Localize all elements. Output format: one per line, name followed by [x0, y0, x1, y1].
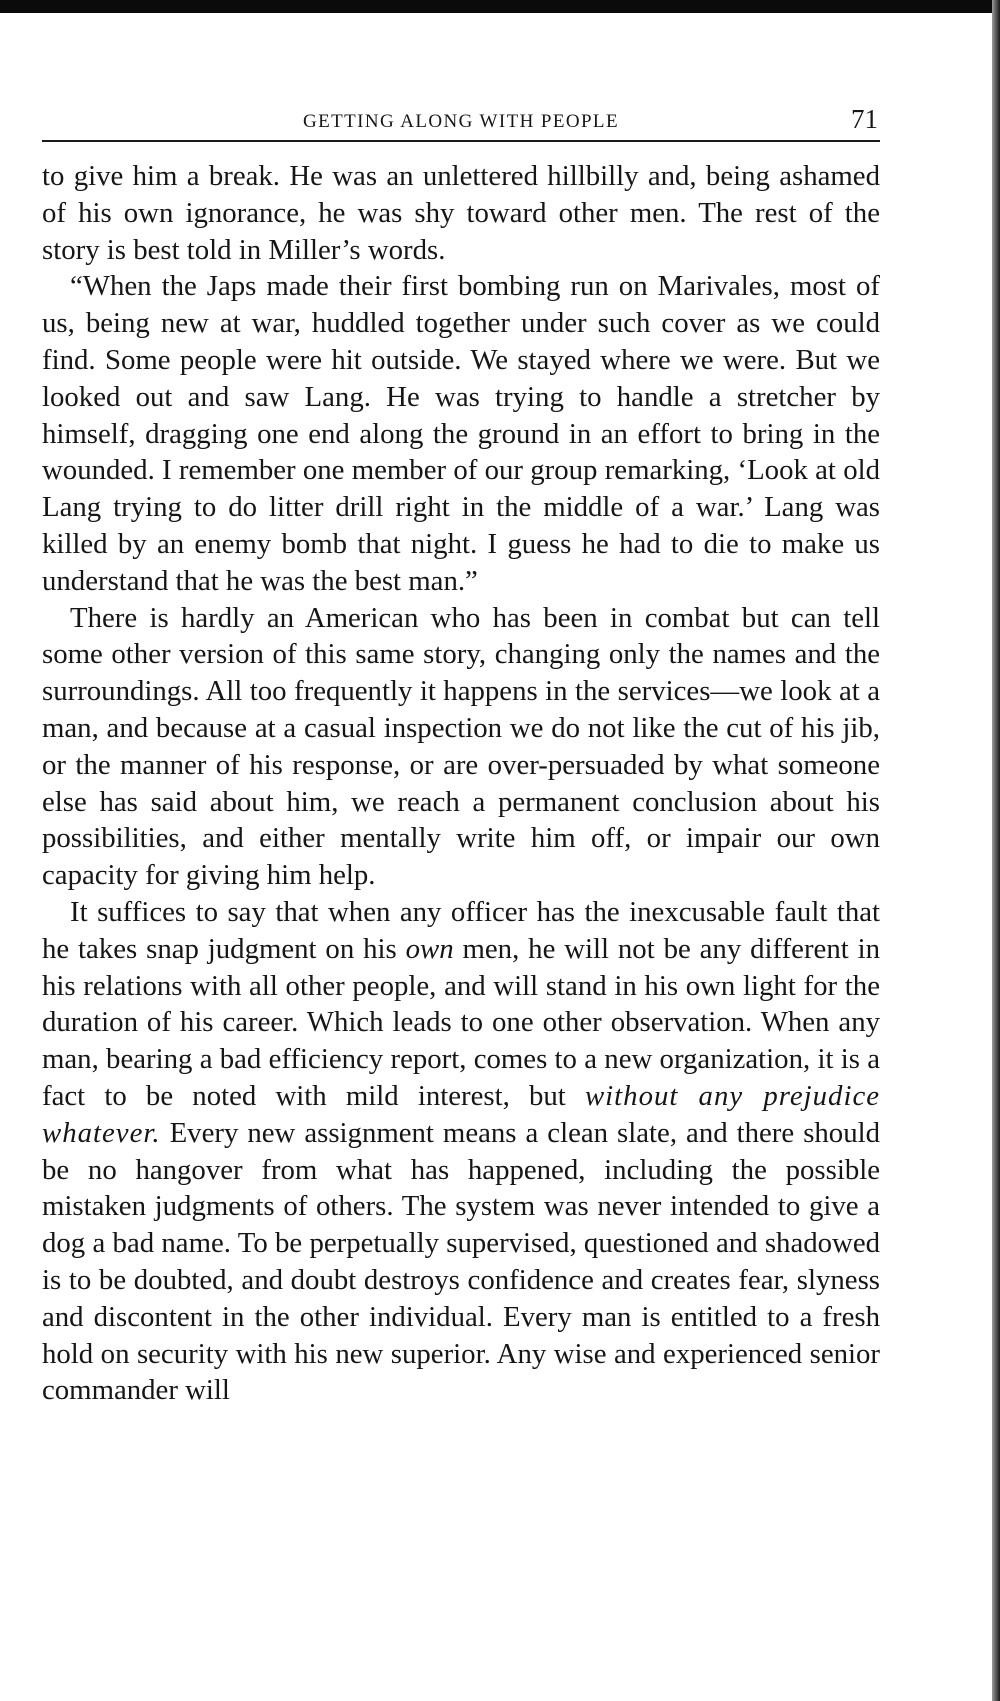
body-text [42, 158, 880, 1409]
paragraph-4-text-a: It suffices to say that when any officer has the inexcusable fault that he takes snap judgment on his [42, 895, 880, 965]
emphasis-without-prejudice: without any prejudice whatever. [42, 1079, 881, 1149]
book-page [42, 100, 880, 1409]
running-head [42, 100, 880, 142]
paragraph-4-text-c: Every new assignment means a clean slate, and there should be no hangover from what has happened, including the possible mistaken judgments of others. The system was never intended to give a dog a bad name. To be perpetually supervised, questioned and shadowed is to be doubted, and doubt destroys confidence and creates fear, slyness and discontent in the other individual. Every man is entitled to a fresh hold on security with his new superior. Any wise and experienced senior commander will [42, 1116, 880, 1407]
scan-top-edge [0, 0, 1000, 13]
running-title: GETTING ALONG WITH PEOPLE [303, 111, 619, 132]
paragraph-1: to give him a break. He was an unlettered hillbilly and, being ashamed of his own ignorance, he was shy toward other men. The rest of the story is best told in Miller’s words. [42, 160, 880, 266]
paragraph-2: “When the Japs made their first bombing run on Marivales, most of us, being new at war, huddled together under such cover as we could find. Some people were hit outside. We stayed where we were. But we looked out and saw Lang. He was trying to handle a stretcher by himself, dragging one end along the ground in an effort to bring in the wounded. I remember one member of our group remarking, ‘Look at old Lang trying to do litter drill right in the middle of a war.’ Lang was killed by an enemy bomb that night. I guess he had to die to make us understand that he was the best man.” [42, 270, 880, 597]
paragraph-3: There is hardly an American who has been in combat but can tell some other version of this same story, changing only the names and the surroundings. All too frequently it happens in the services—we look at a man, and because at a casual inspection we do not like the cut of his jib, or the manner of his response, or are over-persuaded by what someone else has said about him, we reach a permanent conclusion about his possibilities, and either mentally write him off, or impair our own capacity for giving him help. [42, 601, 880, 892]
paragraph-4-text-b: men, he will not be any different in his relations with all other people, and will stand in his own light for the duration of his career. Which leads to one other observation. When any man, bearing a bad efficiency report, comes to a new organization, it is a fact to be noted with mild interest, but [42, 932, 880, 1112]
page-number: 71 [851, 104, 878, 134]
scan-right-edge [992, 0, 1000, 1701]
paragraph-4 [42, 894, 880, 1409]
emphasis-own: own [405, 932, 454, 965]
